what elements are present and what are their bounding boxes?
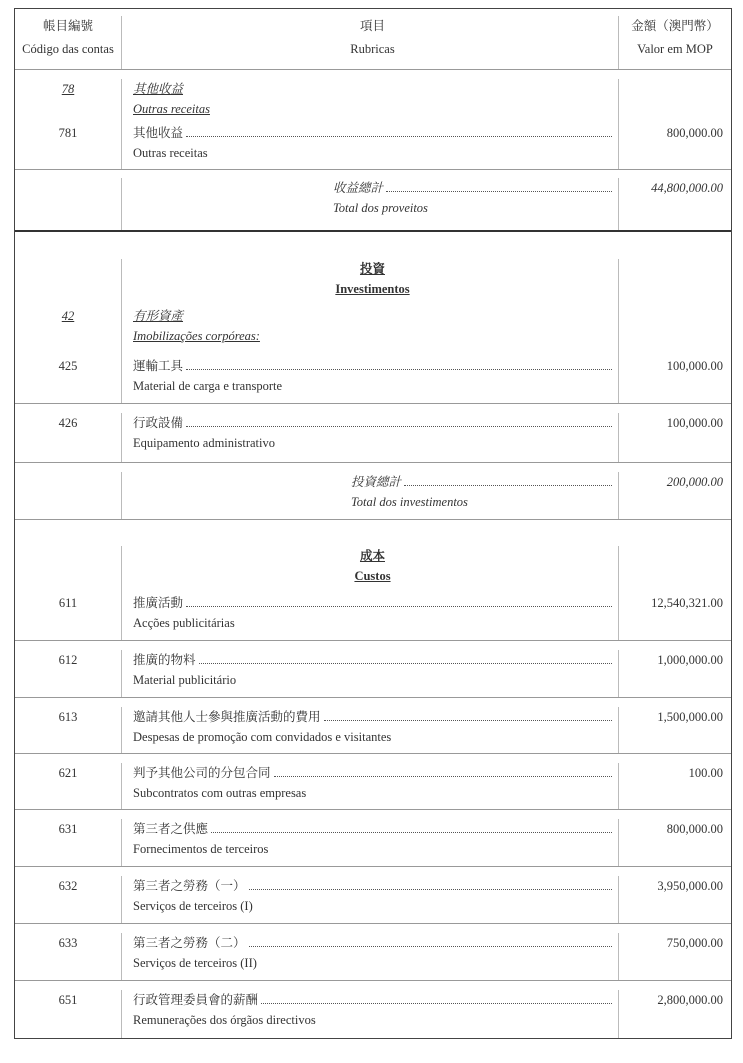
dot-leader — [274, 775, 612, 777]
spacer — [15, 896, 121, 916]
amount: 100,000.00 — [666, 359, 723, 373]
code-cell — [15, 546, 122, 640]
value-cell — [619, 990, 731, 1038]
item-zh-text: 推廣活動 — [133, 596, 184, 610]
amount: 800,000.00 — [666, 822, 723, 836]
item-label-pt: Remunerações dos órgãos directivos — [133, 1013, 316, 1027]
item-zh-text: 第三者之勞務（一） — [133, 879, 246, 893]
account-code: 781 — [58, 126, 78, 140]
account-code: 632 — [58, 879, 78, 893]
item-zh-text: 行政管理委員會的薪酬 — [133, 993, 259, 1007]
table-row — [15, 923, 731, 980]
spacer — [15, 433, 121, 453]
value-cell — [619, 933, 731, 980]
spacer — [619, 376, 723, 396]
item-label-zh — [133, 876, 612, 896]
code-cell — [15, 79, 122, 169]
account-code: 611 — [58, 596, 78, 610]
spacer — [619, 783, 723, 803]
spacer — [619, 143, 723, 163]
item-cell — [122, 763, 619, 809]
spacer — [15, 670, 121, 690]
item-cell — [122, 546, 619, 640]
table-row — [15, 403, 731, 462]
code-cell — [15, 763, 122, 809]
item-cell — [122, 933, 619, 980]
section-heading-zh: 成本 — [359, 549, 385, 563]
dot-leader — [386, 190, 612, 192]
amount: 1,000,000.00 — [657, 653, 723, 667]
value-cell — [619, 763, 731, 809]
item-label-zh — [133, 933, 612, 953]
dot-leader — [261, 1002, 612, 1004]
account-code: 426 — [58, 416, 78, 430]
item-label-zh — [133, 593, 612, 613]
amount: 3,950,000.00 — [657, 879, 723, 893]
header-code — [15, 16, 122, 69]
spacer — [15, 376, 121, 396]
spacer — [15, 783, 121, 803]
total-amount: 200,000.00 — [666, 475, 723, 489]
group-code: 78 — [61, 82, 75, 96]
table-body — [15, 69, 731, 1038]
total-label-zh — [133, 472, 612, 492]
table-row — [15, 462, 731, 519]
value-cell — [619, 876, 731, 923]
header-item — [122, 16, 619, 69]
spacer — [133, 586, 612, 593]
dot-leader — [249, 888, 612, 890]
header-code-pt: Código das contas — [22, 42, 114, 56]
item-label-pt: Material de carga e transporte — [133, 379, 282, 393]
item-cell — [122, 819, 619, 866]
item-cell — [122, 707, 619, 753]
amount: 1,500,000.00 — [657, 710, 723, 724]
item-cell — [122, 650, 619, 697]
code-cell — [15, 933, 122, 980]
value-cell — [619, 819, 731, 866]
dot-leader — [249, 945, 612, 947]
value-cell — [619, 178, 731, 230]
item-label-zh — [133, 356, 612, 376]
item-zh-text: 判予其他公司的分包合同 — [133, 766, 271, 780]
value-cell — [619, 707, 731, 753]
table-row — [15, 697, 731, 753]
value-cell — [619, 259, 731, 403]
spacer — [619, 433, 723, 453]
spacer — [15, 472, 121, 492]
dot-leader — [186, 425, 612, 427]
item-label-zh — [133, 650, 612, 670]
code-cell — [15, 259, 122, 403]
amount: 12,540,321.00 — [651, 596, 723, 610]
spacer — [15, 346, 121, 356]
header-value-zh: 金額（澳門幣） — [631, 19, 719, 33]
section-heading-pt: Custos — [354, 569, 391, 583]
spacer — [619, 586, 723, 593]
spacer — [619, 896, 723, 916]
item-label-zh — [133, 413, 612, 433]
spacer — [15, 1010, 121, 1030]
account-code: 633 — [58, 936, 78, 950]
dot-leader — [186, 135, 612, 137]
group-zh-text: 有形資產 — [133, 309, 184, 323]
amount: 800,000.00 — [666, 126, 723, 140]
budget-table — [14, 8, 732, 1039]
spacer — [619, 670, 723, 690]
spacer — [15, 546, 121, 586]
item-label-pt: Material publicitário — [133, 673, 237, 687]
dot-leader — [211, 831, 612, 833]
group-label-pt — [133, 99, 612, 119]
item-label-pt: Despesas de promoção com convidados e visitantes — [133, 730, 392, 744]
item-label-pt: Outras receitas — [133, 146, 208, 160]
value-cell — [619, 79, 731, 169]
item-label-pt: Subcontratos com outras empresas — [133, 786, 307, 800]
item-label-zh — [133, 819, 612, 839]
value-cell — [619, 413, 731, 462]
spacer — [133, 299, 612, 306]
amount: 100,000.00 — [666, 416, 723, 430]
spacer — [619, 99, 723, 119]
item-zh-text: 第三者之勞務（二） — [133, 936, 246, 950]
item-cell — [122, 178, 619, 230]
item-cell — [122, 876, 619, 923]
section-heading-zh: 投資 — [359, 262, 385, 276]
table-row — [15, 169, 731, 230]
spacer — [15, 299, 121, 306]
account-code: 621 — [58, 766, 78, 780]
spacer — [15, 178, 121, 198]
code-cell — [15, 707, 122, 753]
spacer — [619, 546, 723, 586]
group-pt-text: Outras receitas — [133, 102, 210, 116]
code-cell — [15, 819, 122, 866]
group-label-pt — [133, 326, 612, 346]
item-label-pt: Equipamento administrativo — [133, 436, 275, 450]
amount: 2,800,000.00 — [657, 993, 723, 1007]
item-label-zh — [133, 707, 612, 727]
value-cell — [619, 546, 731, 640]
spacer — [619, 306, 723, 326]
spacer — [15, 326, 121, 346]
group-zh-text: 其他收益 — [133, 82, 184, 96]
spacer — [619, 79, 723, 99]
account-code: 612 — [58, 653, 78, 667]
item-cell — [122, 472, 619, 519]
spacer — [619, 727, 723, 747]
spacer — [619, 299, 723, 306]
spacer — [619, 1010, 723, 1030]
amount: 750,000.00 — [666, 936, 723, 950]
total-label-pt: Total dos proveitos — [333, 201, 428, 215]
spacer — [15, 259, 121, 299]
section-heading-pt: Investimentos — [335, 282, 410, 296]
spacer — [619, 953, 723, 973]
item-label-pt: Acções publicitárias — [133, 616, 235, 630]
table-header — [15, 9, 731, 69]
code-cell — [15, 413, 122, 462]
total-label-zh — [133, 178, 612, 198]
header-value-pt: Valor em MOP — [637, 42, 713, 56]
item-label-zh — [133, 990, 612, 1010]
spacer — [15, 613, 121, 633]
table-row — [15, 753, 731, 809]
table-row — [15, 230, 731, 403]
spacer — [133, 346, 612, 356]
spacer — [15, 99, 121, 119]
dot-leader — [404, 484, 612, 486]
spacer — [15, 953, 121, 973]
item-cell — [122, 990, 619, 1038]
account-code: 613 — [58, 710, 78, 724]
group-pt-text: Imobilizações corpóreas: — [133, 329, 260, 343]
header-item-zh: 項目 — [359, 19, 385, 33]
dot-leader — [186, 605, 612, 607]
item-zh-text: 其他收益 — [133, 126, 184, 140]
dot-leader — [324, 719, 612, 721]
code-cell — [15, 178, 122, 230]
spacer — [619, 346, 723, 356]
code-cell — [15, 876, 122, 923]
total-amount: 44,800,000.00 — [651, 181, 723, 195]
spacer — [15, 586, 121, 593]
account-code: 651 — [58, 993, 78, 1007]
group-label-zh — [133, 79, 612, 99]
code-cell — [15, 472, 122, 519]
spacer — [619, 326, 723, 346]
spacer — [619, 613, 723, 633]
item-zh-text: 第三者之供應 — [133, 822, 209, 836]
amount: 100.00 — [688, 766, 723, 780]
item-label-pt: Fornecimentos de terceiros — [133, 842, 269, 856]
spacer — [15, 839, 121, 859]
value-cell — [619, 650, 731, 697]
group-label-zh — [133, 306, 612, 326]
item-label-pt: Serviços de terceiros (II) — [133, 956, 257, 970]
dot-leader — [186, 368, 612, 370]
header-code-zh: 帳目編號 — [42, 19, 93, 33]
item-cell — [122, 413, 619, 462]
item-label-pt: Serviços de terceiros (I) — [133, 899, 253, 913]
value-cell — [619, 472, 731, 519]
item-label-zh — [133, 123, 612, 143]
spacer — [619, 259, 723, 299]
code-cell — [15, 990, 122, 1038]
table-row — [15, 809, 731, 866]
spacer — [15, 727, 121, 747]
table-row — [15, 866, 731, 923]
total-label-pt: Total dos investimentos — [351, 495, 468, 509]
total-zh-text: 收益總計 — [333, 181, 384, 195]
spacer — [15, 143, 121, 163]
item-zh-text: 邀請其他人士參與推廣活動的費用 — [133, 710, 321, 724]
account-code: 425 — [58, 359, 78, 373]
group-code: 42 — [61, 309, 75, 323]
item-zh-text: 行政設備 — [133, 416, 184, 430]
total-zh-text: 投資總計 — [351, 475, 402, 489]
item-label-zh — [133, 763, 612, 783]
table-row — [15, 69, 731, 169]
item-zh-text: 推廣的物料 — [133, 653, 196, 667]
table-row — [15, 980, 731, 1038]
header-value — [619, 16, 731, 69]
code-cell — [15, 650, 122, 697]
spacer — [619, 839, 723, 859]
table-row — [15, 519, 731, 640]
account-code: 631 — [58, 822, 78, 836]
dot-leader — [199, 662, 612, 664]
item-cell — [122, 79, 619, 169]
item-zh-text: 運輸工具 — [133, 359, 184, 373]
header-item-pt: Rubricas — [350, 42, 395, 56]
item-cell — [122, 259, 619, 403]
table-row — [15, 640, 731, 697]
